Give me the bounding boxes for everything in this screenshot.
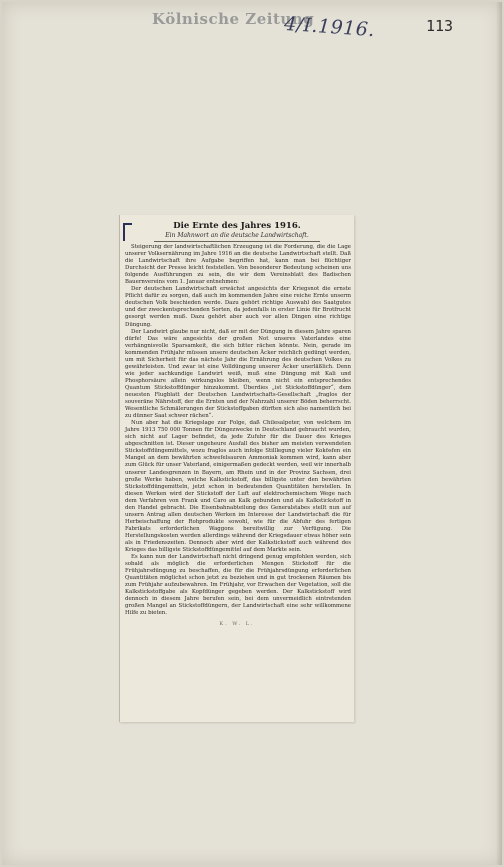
article-signature: K. W. L. [219,621,255,628]
paragraph: Der deutschen Landwirtschaft erwächst angesichts der Kriegsnot die ernste Pflicht dafür zu sorgen, daß auch im kommenden Jahre eine reiche Ernte unserm deutschen Volk beschieden werde. Dazu gehört richtige Auswahl des Saatgutes und der zweckentsprechenden Sorten, da jedenfalls in erster Linie für Brotfrucht gesorgt werden muß. Dazu gehört aber auch vor allen Dingen eine richtige Düngung. [125,286,351,328]
newspaper-stamp: Kölnische Zeitung [152,10,315,28]
paragraph: Nun aber hat die Kriegslage zur Folge, daß Chilesalpeter, von welchem im Jahre 1913 750 000 Tonnen für Düngezwecke in Deutschland gebraucht wurden, sich nicht auf Lager befindet, da jede Zufuhr für die Dauer des Krieges abgeschnitten ist. Dieser ungeheure Ausfall des bisher am meisten verwendeten Stickstoffdüngemittels, wozu fraglos auch infolge Stilllegung vieler Kokösfen ein Mangel an dem bewährten schwefelsauren Ammoniak kommen wird, kann aber zum Glück für unser Vaterland, einigermaßen gedeckt werden, weil wir innerhalb unserer Landesgrenzen in Bayern, am Rhein und in der Provinz Sachsen, drei große Werke haben, welche Kalkstickstoff, das billigste unter den bewährten Stickstoffdüngemitteln, jetzt schon in bedeutenden Quantitäten herstellen. In diesen Werken wird der Stickstoff der Luft auf elektrochemischem Wege nach dem Verfahren von Frank und Caro an Kalk gebunden und als Kalkstickstoff in den Handel gebracht. Die Eisenbahnabteilung des Generalstabes stellt nun auf unsern Antrag allen deutschen Werken im Interesse der Landwirtschaft die für Herbeischaffung der Rohprodukte sowohl, wie für die Abfuhr des fertigen Fabrikats erforderlichen Waggons bereitwillig zur Verfügung. Die Herstellungskosten werden allerdings während der Kriegsdauer etwas höher sein als in Friedenszeiten. Dennoch aber wird der Kalkstickstoff auch während des Krieges das billigste Stickstoffdüngemittel auf dem Markte sein. [125,420,351,554]
pencil-mark-icon [123,223,132,225]
paragraph: Es kann nun der Landwirtschaft nicht dringend genug empfohlen werden, sich sobald als möglich die erforderlichen Mengen Stickstoff für die Frühjahrsdüngung zu beschaffen, die für die Frühjahrsdüngung erforderlichen Quantitäten möglichst schon jetzt zu beziehen und in gut trockenen Räumen bis zum Frühjahr aufzubewahren. Im Frühjahr, vor Erwachen der Vegetation, soll die Kalkstickstoffgabe als Kopfdünger gegeben werden. Der Kalkstickstoff wird dennoch in diesem Jahre berufen sein, bei dem unvermeidlich eintretenden großen Mangel an Stickstoffdüngern, der Landwirtschaft eine sehr willkommene Hilfe zu bieten. [125,554,351,617]
pencil-mark-icon [123,223,125,241]
archive-page [2,2,502,865]
newspaper-clipping [119,215,354,722]
article-subtitle: Ein Mahnwort an die deutsche Landwirtschaft. [165,232,309,239]
page-number: 113 [426,17,454,35]
article-body [120,244,354,617]
paragraph: Steigerung der landwirtschaftlichen Erzeugung ist die Forderung, die die Lage unserer Volksernährung im Jahre 1916 an die deutsche Landwirtschaft stellt. Daß die Landwirtschaft ihre Aufgabe begriffen hat, kann man bei flüchtiger Durchsicht der Presse leicht feststellen. Von besonderer Bedeutung scheinen uns folgende Ausführungen zu sein, die wir dem Vereinsblatt des Badischen Bauernvereins vom 1. Januar entnehmen: [125,244,351,286]
article-title: Die Ernte des Jahres 1916. [173,221,301,231]
page-edge-shadow [496,2,502,865]
handwritten-date: 4/I.1916. [283,12,376,42]
paragraph: Der Landwirt glaube nur nicht, daß er mit der Düngung in diesem Jahre sparen dürfe! Das wäre angesichts der großen Not unseres Vaterlandes eine verhängnisvolle Sparsamkeit, die sich bitter rächen könnte. Nein, gerade im kommenden Frühjahr müssen unsere deutschen Äcker reichlich gedüngt werden, um mit Sicherheit für das nächste Jahr die Ernährung des deutschen Volkes zu gewährleisten. Und zwar ist eine Volldüngung unserer Äcker unerläßlich. Denn wie jeder sachkundige Landwirt weiß, muß eine Düngung mit Kali und Phosphorsäure allein wirkungslos bleiben, wenn nicht ein entsprechendes Quantum Stickstoffdünger hinzukommt. Überdies „ist Stickstoffdünger“, dem neuesten Flugblatt der Deutschen Landwirtschafts-Gesellschaft „fraglos der souveräne Nährstoff, der die Ernten und der Nahrzahl unserer Böden beherrscht. Wesentliche Schmälerungen der Stickstoffgaben dürften sich also namentlich bei zu dünner Saat schwer rächen“. [125,328,351,420]
divider [154,241,320,242]
